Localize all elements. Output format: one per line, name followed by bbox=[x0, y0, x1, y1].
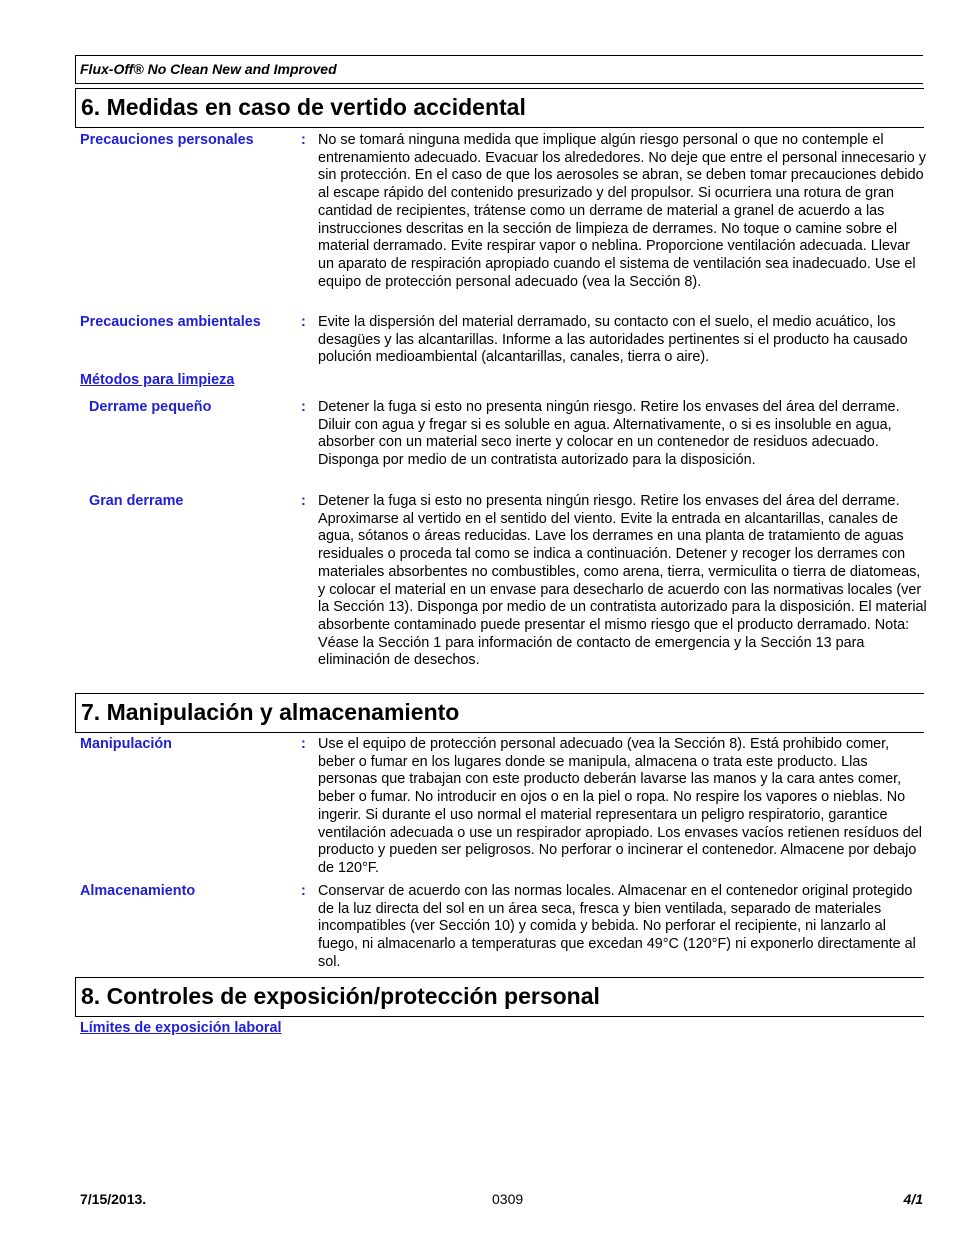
small-spill-text: Detener la fuga si esto no presenta ningún riesgo. Retire los envases del área del derrame. Diluir con agua y fregar si es soluble en agua. Alternativamente, o si es insoluble en agua, absorber con un material seco inerte y colocar en un contenedor de residuos adecuado. Disponga por medio de un contratista autorizado para la disposición. bbox=[318, 399, 900, 469]
footer-date: 7/15/2013. bbox=[80, 1191, 147, 1207]
cleanup-methods-link[interactable]: Métodos para limpieza bbox=[80, 372, 235, 388]
personal-precautions-text: No se tomará ninguna medida que implique algún riesgo personal o que no contemple el entrenamiento adecuado. Evacuar los alrededores. No deje que entre el personal innecesario y sin protección. En el caso de que los aerosoles se abran, se deben tomar precauciones debido al escape rápido del contenido presurizado y del propulsor. Si ocurriera una rotura de gran cantidad de recipientes, trátense como un derrame de material a granel de acuerdo a las instrucciones descritas en la sección de limpieza de derrames. No toque o camine sobre el material derramado. Evite respirar vapor o neblina. Proporcione ventilación adecuada. Llevar un aparato de respiración apropiado cuando el sistema de ventilación sea inadecuado. Use el equipo de protección personal adecuado (vea la Sección 8). bbox=[318, 132, 926, 290]
personal-precautions-label: Precauciones personales bbox=[80, 132, 254, 148]
separator-colon: : bbox=[301, 736, 306, 752]
section-6-title: 6. Medidas en caso de vertido accidental bbox=[81, 94, 526, 120]
large-spill-text: Detener la fuga si esto no presenta ningún riesgo. Retire los envases del área del derrame. Aproximarse al vertido en el sentido del viento. Evite la entrada en alcantarillas, canales de agua, sótanos o áreas reducidas. Lave los derrames en una planta de tratamiento de aguas residuales o proceda tal como se indica a continuación. Detener y recoger los derrames con materiales absorbentes no combustibles, como arena, tierra, vermiculita o tierra de diatomeas, y colocar el material en un envase para desecharlo de acuerdo con las normativas locales (ver la Sección 13). Disponga por medio de un contratista autorizado para la disposición. El material absorbente contaminado puede presentar el mismo riesgo que el producto derramado. Nota: Véase la Sección 1 para información de contacto de emergencia y la Sección 13 para eliminación de desechos. bbox=[318, 493, 927, 669]
section-6-header bbox=[75, 88, 924, 128]
footer-page-number: 4/1 bbox=[903, 1191, 923, 1207]
separator-colon: : bbox=[301, 314, 306, 330]
separator-colon: : bbox=[301, 399, 306, 415]
separator-colon: : bbox=[301, 883, 306, 899]
section-8-header bbox=[75, 977, 924, 1017]
footer-code: 0309 bbox=[492, 1191, 524, 1207]
large-spill-label: Gran derrame bbox=[89, 493, 184, 509]
small-spill-label: Derrame pequeño bbox=[89, 399, 212, 415]
product-name: Flux-Off® No Clean New and Improved bbox=[80, 61, 337, 77]
storage-text: Conservar de acuerdo con las normas locales. Almacenar en el contenedor original protegido de la luz directa del sol en un área seca, fresca y bien ventilada, separado de materiales incompatibles (ver Sección 10) y comida y bebida. No perforar el recipiente, ni lanzarlo al fuego, ni almacenarlo a temperaturas que excedan 49°C (120°F) ni exponerlo directamente al sol. bbox=[318, 883, 916, 970]
handling-label: Manipulación bbox=[80, 736, 172, 752]
handling-text: Use el equipo de protección personal adecuado (vea la Sección 8). Está prohibido comer, beber o fumar en los lugares donde se manipula, almacena o trata este producto. Llas personas que trabajan con este producto deberán lavarse las manos y la cara antes comer, beber o fumar. No introducir en ojos o en la piel o ropa. No respire los vapores o nieblas. No ingerir. Si durante el uso normal el material representara un peligro respiratorio, garantice ventilación adecuada o use un respirador apropiado. Los envases vacíos retienen resíduos del producto y pueden ser peligrosos. No perforar o incinerar el contenedor. Almacene por debajo de 120°F. bbox=[318, 736, 922, 876]
separator-colon: : bbox=[301, 132, 306, 148]
section-7-header bbox=[75, 693, 924, 733]
environmental-precautions-label: Precauciones ambientales bbox=[80, 314, 261, 330]
storage-label: Almacenamiento bbox=[80, 883, 196, 899]
product-header-bar bbox=[75, 55, 923, 84]
environmental-precautions-text: Evite la dispersión del material derramado, su contacto con el suelo, el medio acuático, los desagües y las alcantarillas. Informe a las autoridades pertinentes si el producto ha causado polución medioambiental (alcantarillas, canales, tierra o aire). bbox=[318, 314, 908, 366]
section-8-title: 8. Controles de exposición/protección personal bbox=[81, 983, 600, 1009]
separator-colon: : bbox=[301, 493, 306, 509]
section-7-title: 7. Manipulación y almacenamiento bbox=[81, 699, 460, 725]
exposure-limits-link[interactable]: Límites de exposición laboral bbox=[80, 1020, 282, 1036]
